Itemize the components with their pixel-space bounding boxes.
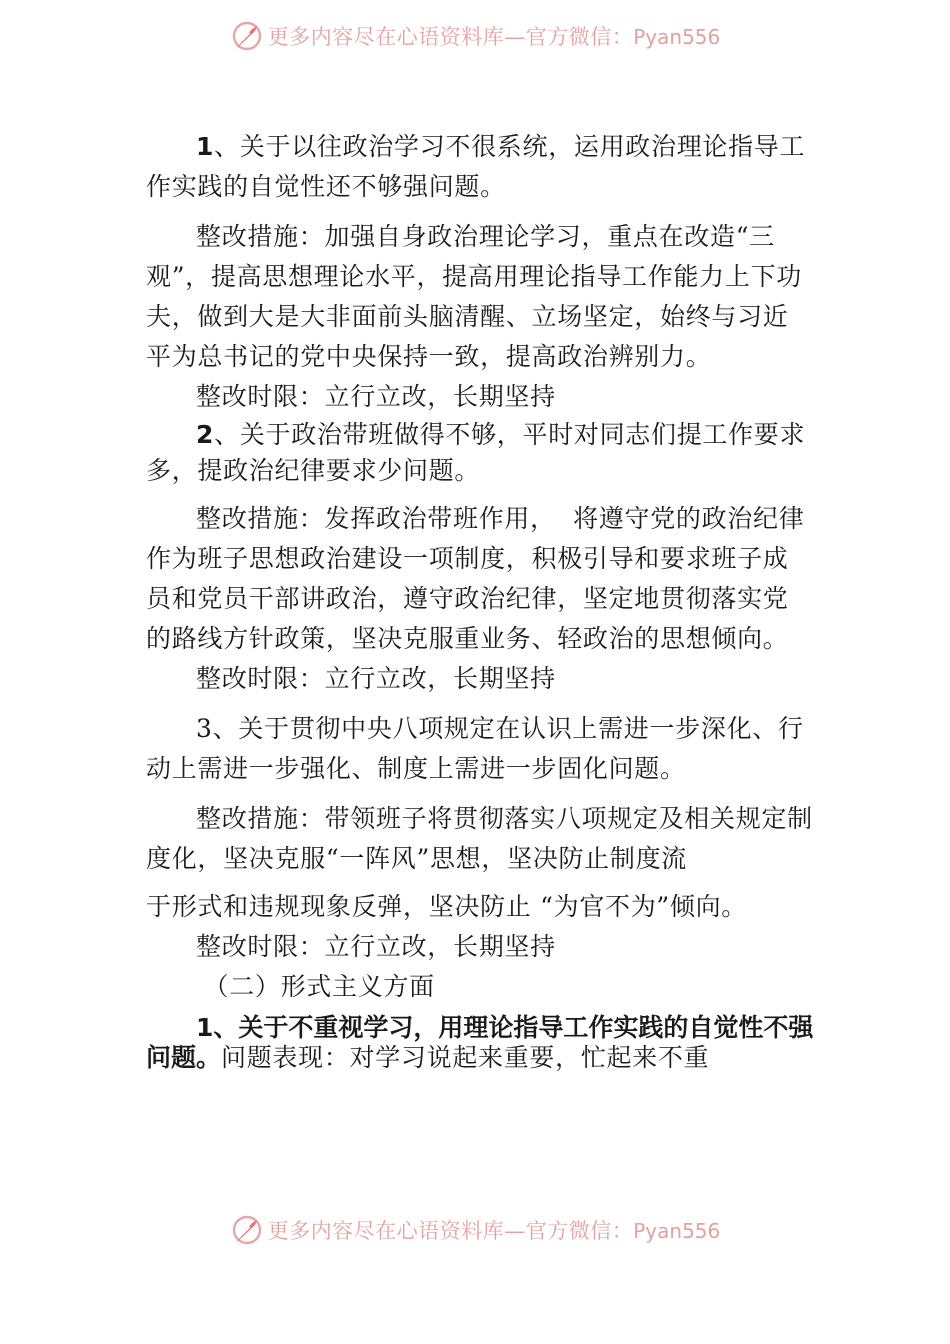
banner-site-text: 更多内容尽在心语资料库—官方微信：	[267, 1219, 634, 1243]
banner-wechat-id: Pyan556	[633, 25, 721, 49]
issue-2-number: 2	[196, 420, 215, 449]
paragraph-formalism-issue-1	[146, 1013, 814, 1073]
formalism-issue-1-text: 问题表现：对学习说起来重要，忙起来不重	[221, 1043, 710, 1072]
section-heading-formalism: （二）形式主义方面	[203, 972, 435, 1001]
formalism-issue-1-title: 1、关于不重视学习，用理论指导工作实践的自觉性不强问题。	[146, 1013, 814, 1072]
banner-site-text: 更多内容尽在心语资料库—官方微信：	[267, 25, 634, 49]
banner-text	[268, 21, 721, 51]
paragraph-deadline-1: 整改时限：立行立改，长期坚持	[196, 382, 556, 411]
paragraph-measures-2: 整改措施：发挥政治带班作用， 将遵守党的政治纪律作为班子思想政治建设一项制度，积极引导和要求班子成员和党员干部讲政治，遵守政治纪律，坚定地贯彻落实党的路线方针政策，坚决克服重业务、轻政治的思想倾向。	[146, 504, 805, 653]
header-banner	[0, 16, 950, 56]
issue-2-text: 、关于政治带班做得不够，平时对同志们提工作要求多，提政治纪律要求少问题。	[146, 420, 806, 485]
footer-banner	[0, 1210, 950, 1250]
banner-text	[268, 1215, 721, 1245]
issue-1-number: 1	[196, 132, 215, 161]
paragraph-issue-2	[146, 417, 814, 489]
quill-logo-icon	[230, 19, 264, 53]
banner-wechat-id: Pyan556	[633, 1219, 721, 1243]
paragraph-measures-3a: 整改措施：带领班子将贯彻落实八项规定及相关规定制度化，坚决克服“一阵风”思想，坚决防止制度流	[146, 804, 813, 873]
paragraph-issue-1	[146, 127, 814, 207]
document-body	[146, 127, 814, 1073]
paragraph-deadline-3: 整改时限：立行立改，长期坚持	[196, 932, 556, 961]
paragraph-measures-1: 整改措施：加强自身政治理论学习，重点在改造“三观”，提高思想理论水平，提高用理论指导工作能力上下功夫，做到大是大非面前头脑清醒、立场坚定，始终与习近平为总书记的党中央保持一致，提高政治辨别力。	[146, 222, 802, 371]
quill-logo-icon	[230, 1213, 264, 1247]
paragraph-issue-3: 3、关于贯彻中央八项规定在认识上需进一步深化、行动上需进一步强化、制度上需进一步固化问题。	[146, 714, 804, 783]
paragraph-measures-3b: 于形式和违规现象反弹，坚决防止 “为官不为”倾向。	[146, 892, 748, 921]
issue-1-text: 、关于以往政治学习不很系统，运用政治理论指导工作实践的自觉性还不够强问题。	[146, 132, 806, 201]
paragraph-deadline-2: 整改时限：立行立改，长期坚持	[196, 664, 556, 693]
